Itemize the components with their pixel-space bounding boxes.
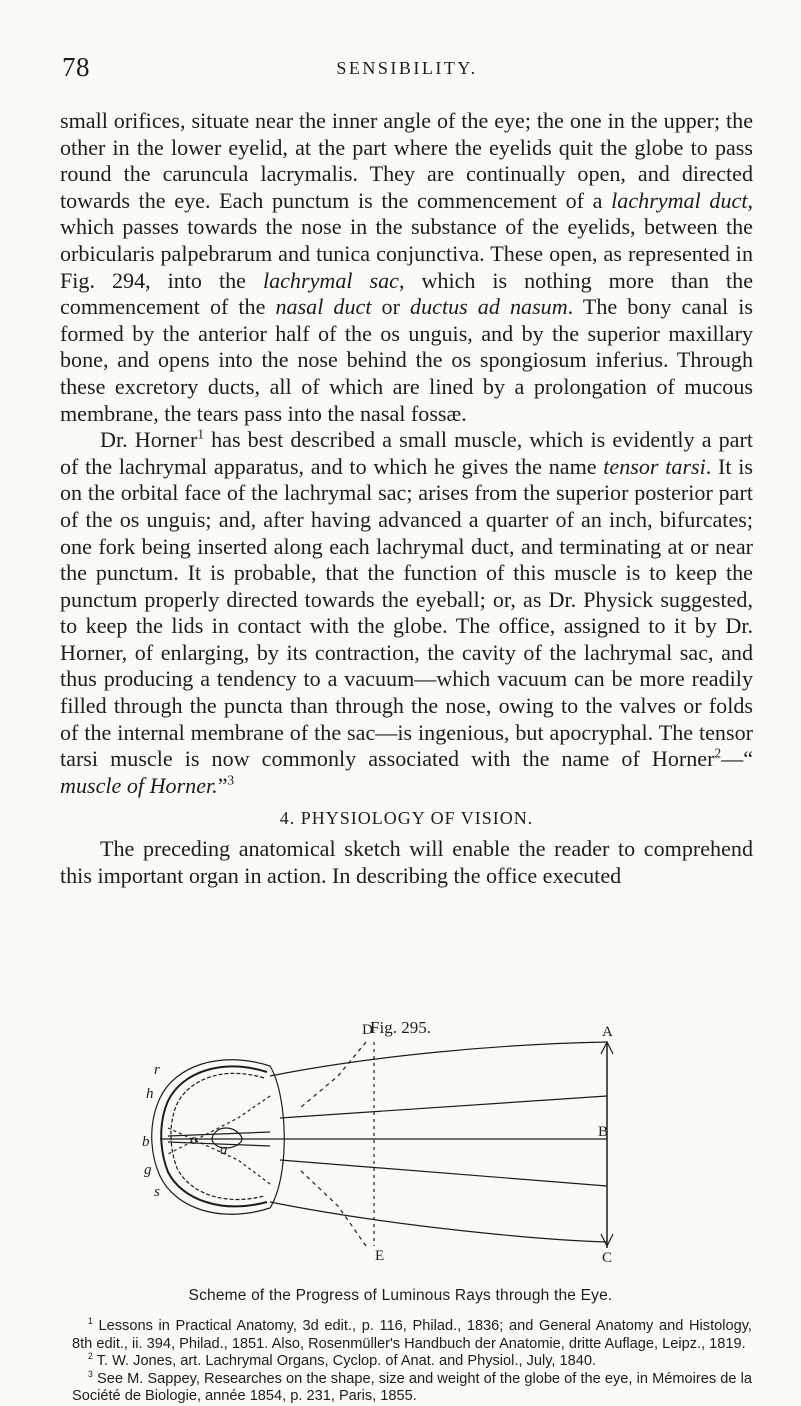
- footnote-mark: 2: [88, 1351, 93, 1362]
- label-o: o: [190, 1132, 198, 1148]
- label-C: C: [602, 1250, 613, 1266]
- footnote: [72, 1353, 752, 1371]
- footnote-ref: 3: [227, 772, 235, 788]
- footnotes: [72, 1318, 752, 1406]
- footnote: [72, 1368, 752, 1406]
- text-run: has best described a small muscle, which is evidently a part of the lachrymal apparatus, and to which he gives the name: [60, 427, 753, 479]
- footnote-ref: 1: [197, 426, 204, 442]
- footnote-text: See M. Sappey, Researches on the shape, size and weight of the globe of the eye, in Mémoires de la Société de Biologie, année 1854, p. 231, Paris, 1855.: [72, 1370, 752, 1405]
- cornea: [270, 1066, 284, 1208]
- paragraph: The preceding anatomical sketch will enable the reader to comprehend this important organ in action. In describing the office executed: [60, 836, 753, 888]
- label-B: B: [598, 1124, 609, 1140]
- running-title: SENSIBILITY.: [336, 58, 478, 78]
- figure-caption: Scheme of the Progress of Luminous Rays through the Eye.: [188, 1287, 613, 1304]
- eyeball-outer: [152, 1060, 270, 1215]
- label-r: r: [154, 1062, 160, 1078]
- body-text: [60, 108, 753, 889]
- text-run: , which is nothing more than the commencement of the: [60, 267, 753, 320]
- italic-term: lachrymal sac: [262, 267, 399, 293]
- label-E: E: [375, 1248, 385, 1264]
- label-A: A: [602, 1024, 613, 1040]
- text-run: ”: [217, 772, 228, 798]
- page-number: 78: [62, 52, 90, 82]
- ray-small-1: [168, 1132, 270, 1136]
- label-a: a: [220, 1142, 228, 1158]
- footnote-ref: 2: [714, 745, 722, 761]
- label-D: D: [362, 1022, 373, 1038]
- text-run: Dr. Horner: [100, 427, 198, 453]
- footnote-text: T. W. Jones, art. Lachrymal Organs, Cyclop. of Anat. and Physiol., July, 1840.: [92, 1353, 597, 1370]
- page-header: [62, 52, 752, 86]
- footnote-mark: 3: [88, 1368, 93, 1379]
- section-heading: 4. PHYSIOLOGY OF VISION.: [279, 808, 534, 829]
- ray-middle-up: [280, 1096, 607, 1118]
- text-run: —“: [721, 746, 753, 772]
- paragraph: [60, 427, 753, 799]
- text-run: . It is on the orbital face of the lachrymal sac; arises from the superior posterior part of the os unguis; and, after having advanced a quarter of an inch, bifurcates; one fork being inserted along each lachrymal duct, and terminating at or near the punctum. It is probable, that the function of this muscle is to keep the punctum properly directed towards the eyeball; or, as Dr. Physick suggested, to keep the lids in contact with the globe. The office, assigned to it by Dr. Horner, of enlarging, by its contraction, the cavity of the lachrymal sac, and thus producing a tendency to a vacuum—which vacuum can be more readily filled through the puncta than through the nose, owing to the valves or folds of the internal membrane of the sac—is ingenious, but apocryphal. The tensor tarsi muscle is now commonly associated with the name of Horner: [60, 453, 753, 772]
- eyeball-choroid: [171, 1073, 264, 1199]
- label-s: s: [154, 1184, 160, 1200]
- label-h: h: [146, 1086, 154, 1102]
- italic-term: nasal duct: [275, 294, 372, 320]
- footnote: [72, 1318, 752, 1353]
- footnote-text: Lessons in Practical Anatomy, 3d edit., p. 116, Philad., 1836; and General Anatomy and Histology, 8th edit., ii. 394, Philad., 1851. Also, Rosenmüller's Handbuch der Anatomie, dritte Auflage, Leipz., 1819.: [72, 1318, 752, 1352]
- text-run: , which passes towards the nose in the substance of the eyelids, between the orbicularis palpebrarum and tunica conjunctiva. These open, as represented in Fig. 294, into the: [60, 187, 753, 293]
- text-run: or: [371, 294, 411, 320]
- footnote-mark: 1: [88, 1316, 93, 1327]
- italic-term: lachrymal duct: [611, 187, 748, 213]
- ray-lower-inner: [168, 1128, 270, 1184]
- italic-term: ductus ad nasum: [410, 294, 568, 320]
- label-b: b: [142, 1134, 150, 1150]
- label-g: g: [144, 1162, 152, 1178]
- eyeball-sclera: [161, 1067, 267, 1207]
- ray-small-2: [168, 1142, 270, 1146]
- text-run: . The bony canal is formed by the anterior half of the os unguis, and by the superior maxillary bone, and opens into the nose behind the os spongiosum inferius. Through these excretory ducts, all of which are lined by a prolongation of mucous membrane, the tears pass into the nasal fossæ.: [60, 294, 753, 426]
- ray-from-d: [300, 1042, 366, 1108]
- text-run: small orifices, situate near the inner angle of the eye; the one in the upper; the other in the lower eyelid, at the part where the eyelids quit the globe to pass round the caruncula lacrymalis. They are continually open, and directed towards the eye. Each punctum is the commencement of a: [60, 108, 753, 213]
- ray-middle-down: [280, 1160, 607, 1186]
- paragraph: [60, 108, 753, 427]
- italic-term: tensor tarsi: [603, 453, 706, 479]
- ray-bottom-external: [270, 1202, 607, 1242]
- figure-label: Fig. 295.: [370, 1018, 431, 1037]
- italic-term: muscle of Horner.: [60, 772, 218, 798]
- ray-from-e: [300, 1170, 366, 1246]
- ray-top-external: [270, 1042, 607, 1076]
